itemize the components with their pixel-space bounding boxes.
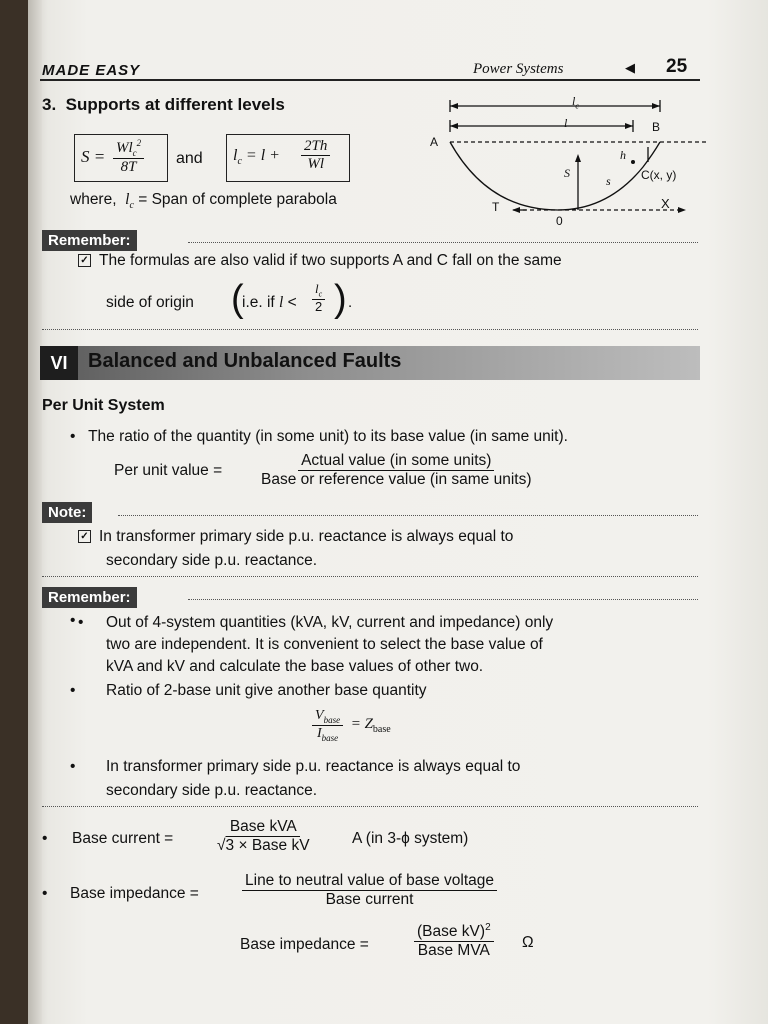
label-s-lower: s [606, 174, 611, 188]
remember-line-1: ✓ The formulas are also valid if two supports A and C fall on the same [78, 252, 562, 270]
list-item: Out of 4-system quantities (kVA, kV, current and impedance) only two are independent. It is convenient to select the base value of kVA and kV and calculate the base values of other two. [106, 614, 554, 675]
formula-box-lc: $l_c = l$ + $\frac{2Th}{Wl}$ [226, 134, 350, 182]
textbook-page: MADE EASY Power Systems ◀ 25 3. Supports at different levels S = $\frac{Wl_c^2}{8T}$ and $l_c = l$ + $\frac{2Th}{Wl}$ where, $l_c$ = Span of complete parabola $l_c$ l A B h S s C(x, y) T 0 X Remember: ✓ The formulas are also valid if two supports A and C fall on the same side of origin ( i.e. if l < $\frac{l_c}{2}$ ) . VI Balanced and Unbalanced Faults Per Unit System • The ratio of the quantity (in some unit) to its base value (in same unit). Per unit value = $\frac{\text{Actual value (in some units)}}{\text{Base or reference value (in same units)}}$ Note: ✓ In transformer primary side p.u. reactance is always equal to secondary side p.u. reactance. Remember: Out of 4-system quantities (kVA, kV, current and impedance) only two are independent. It is convenient to select the base value of kVA and kV and calculate the base values of other two. • • Ratio of 2-base unit give another base quantity $\frac{V_{base}}{I_{base}}$ = $Z_{base}$ • In transformer primary side p.u. reactance is always equal to secondary side p.u. reactance. • Base current = $\frac{\text{Base kVA}}{\text{√3 × Base kV}}$ A (in 3-ϕ system) • Base impedance = $\frac{\text{Line to neutral value of base voltage}}{\text{Base current}}$ Base impedance = $\frac{(Base kV)^2}{\text{Base MVA}}$ Ω [28, 0, 768, 1024]
checkbox-icon: ✓ [78, 254, 91, 267]
note-line-2: secondary side p.u. reactance. [106, 552, 318, 569]
remember-tag: Remember: [42, 587, 137, 608]
brand-logo: MADE EASY [42, 62, 141, 79]
remember-condition: i.e. if l < [242, 294, 297, 311]
list-item: Ratio of 2-base unit give another base quantity [106, 682, 427, 699]
remember-tag: Remember: [42, 230, 137, 251]
remember-line-2: side of origin [106, 294, 194, 311]
header-rule [40, 79, 700, 81]
section-title: Balanced and Unbalanced Faults [88, 350, 402, 372]
section-heading: 3. Supports at different levels [42, 95, 285, 114]
subheading: Per Unit System [42, 397, 165, 414]
dotted-rule [42, 576, 698, 577]
base-impedance-formula-2: $\frac{(Base kV)^2}{\text{Base MVA}}$ [414, 922, 494, 960]
per-unit-label: Per unit value = [114, 462, 223, 479]
parabola-diagram [428, 92, 718, 237]
triangle-marker-icon: ◀ [625, 60, 635, 75]
label-b: B [652, 120, 661, 134]
where-definition: where, $l_c$ = Span of complete parabola [70, 191, 337, 212]
book-spine-shadow [28, 0, 42, 1024]
vbase-ratio: $\frac{V_{base}}{I_{base}}$ = $Z_{base}$ [312, 708, 391, 743]
base-impedance-label: Base impedance = [70, 885, 199, 902]
ohm-unit: Ω [522, 934, 534, 951]
base-current-formula: $\frac{\text{Base kVA}}{\text{√3 × Base kV}}$ [217, 818, 310, 854]
page-number: 25 [666, 56, 688, 77]
label-a: A [430, 135, 439, 149]
list-item: • The ratio of the quantity (in some unit) to its base value (in same unit). [70, 428, 568, 445]
dotted-rule [188, 599, 698, 600]
label-cxy: C(x, y) [641, 168, 677, 182]
base-current-label: Base current = [72, 830, 174, 847]
label-o: 0 [556, 214, 563, 228]
formula-box-s: S = $\frac{Wl_c^2}{8T}$ [74, 134, 168, 182]
running-title: Power Systems [473, 61, 564, 77]
and-text: and [176, 150, 203, 167]
dotted-rule [188, 242, 698, 243]
list-item: In transformer primary side p.u. reactance is always equal to [106, 758, 521, 775]
checkbox-icon: ✓ [78, 530, 91, 543]
per-unit-formula: $\frac{\text{Actual value (in some units)}}{\text{Base or reference value (in same units)}}$ [261, 452, 532, 488]
label-lc: $l_c$ [572, 94, 579, 111]
list-item: secondary side p.u. reactance. [106, 782, 318, 799]
base-impedance-label-2: Base impedance = [240, 936, 369, 953]
label-t: T [492, 200, 500, 214]
dotted-rule [42, 329, 698, 330]
label-s-upper: S [564, 166, 570, 180]
base-current-unit: A (in 3-ϕ system) [352, 830, 469, 847]
label-h: h [620, 148, 626, 162]
note-line-1: ✓ In transformer primary side p.u. reactance is always equal to [78, 528, 513, 546]
dotted-rule [118, 515, 698, 516]
note-tag: Note: [42, 502, 92, 523]
label-l: l [564, 116, 568, 130]
dotted-rule [42, 806, 698, 807]
section-number: VI [40, 346, 78, 380]
base-impedance-formula: $\frac{\text{Line to neutral value of base voltage}}{\text{Base current}}$ [242, 872, 497, 909]
label-x: X [661, 196, 670, 211]
